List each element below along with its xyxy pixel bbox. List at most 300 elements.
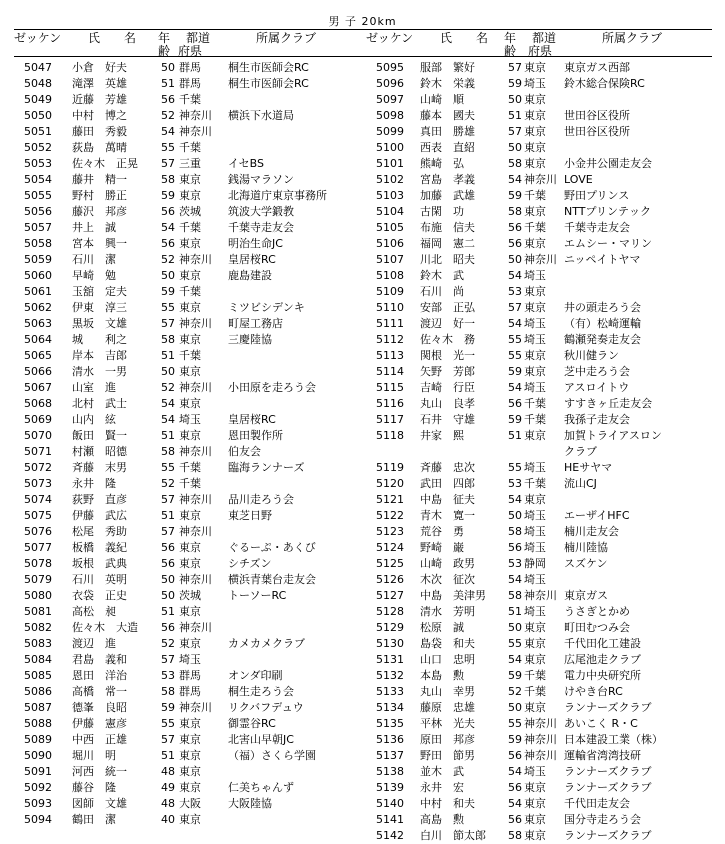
runner-age: 58 [161,333,175,346]
runner-prefecture: 千葉 [524,189,546,202]
runner-prefecture: 東京 [524,701,546,714]
runner-club: リクバフデュウ [228,701,304,714]
table-row [0,220,355,236]
runner-age: 59 [161,701,175,714]
bib-number: 5136 [376,733,404,746]
table-row [352,732,707,748]
runner-name: 中島 美津男 [420,589,486,602]
runner-club: 秋川健ラン [564,349,619,362]
runner-age: 52 [161,381,175,394]
bib-number: 5130 [376,637,404,650]
runner-name: 安部 正弘 [420,301,475,314]
bib-number: 5090 [24,749,52,762]
runner-age: 50 [161,61,175,74]
bib-number: 5089 [24,733,52,746]
runner-name: 高松 昶 [72,605,116,618]
table-row [0,268,355,284]
runner-age: 40 [161,813,175,826]
bib-number: 5065 [24,349,52,362]
runner-age: 54 [508,493,522,506]
runner-name: 松尾 秀助 [72,525,127,538]
runner-age: 53 [508,477,522,490]
runner-age: 58 [161,445,175,458]
table-row [0,156,355,172]
right-column [352,60,707,844]
table-row [0,716,355,732]
runner-club: 筑波大学鍛教 [228,205,294,218]
runner-name: 河西 統一 [72,765,127,778]
bib-number: 5134 [376,701,404,714]
runner-age: 50 [508,93,522,106]
runner-club: イセBS [228,157,265,170]
header-pref-right-1: 都道 [532,31,557,45]
bib-number: 5122 [376,509,404,522]
table-row [0,124,355,140]
table-row [0,348,355,364]
runner-age: 57 [161,493,175,506]
runner-age: 56 [161,557,175,570]
runner-club: けやき台RC [564,685,623,698]
bib-number: 5088 [24,717,52,730]
runner-club: 御霊谷RC [228,717,276,730]
header-name: 氏 名 [88,31,137,45]
header-age-1: 年 [158,31,171,45]
table-row [352,636,707,652]
runner-club: 鹿島建設 [228,269,272,282]
runner-prefecture: 東京 [524,781,546,794]
bib-number: 5058 [24,237,52,250]
runner-prefecture: 千葉 [524,413,546,426]
bib-number: 5047 [24,61,52,74]
table-row [352,524,707,540]
runner-prefecture: 東京 [179,541,201,554]
bib-number: 5076 [24,525,52,538]
runner-club: 電力中央研究所 [564,669,641,682]
runner-name: 板橋 義紀 [72,541,127,554]
table-row [0,396,355,412]
runner-club: 楠川陸協 [564,541,608,554]
runner-prefecture: 東京 [524,621,546,634]
table-row [352,220,707,236]
runner-name: 西表 直紹 [420,141,475,154]
runner-age: 52 [508,685,522,698]
runner-club: 運輸省湾湾技研 [564,749,641,762]
runner-club: 町田むつみ会 [564,621,630,634]
runner-club: 加賀トライアスロン [564,429,662,442]
runner-prefecture: 千葉 [524,669,546,682]
runner-club: 桐生市医師会RC [228,77,309,90]
runner-name: 山室 進 [72,381,116,394]
runner-name: 川北 昭夫 [420,253,475,266]
runner-club: ニッペイトヤマ [564,253,641,266]
runner-prefecture: 神奈川 [179,109,212,122]
bib-number: 5071 [24,445,52,458]
bib-number: 5128 [376,605,404,618]
table-row [352,556,707,572]
bib-number: 5111 [376,317,404,330]
runner-club: 我孫子走友会 [564,413,630,426]
runner-prefecture: 静岡 [524,557,546,570]
runner-name: 山口 忠明 [420,653,475,666]
runner-age: 54 [508,573,522,586]
table-row [0,188,355,204]
runner-age: 59 [508,669,522,682]
runner-name: 衣袋 正史 [72,589,127,602]
table-row [0,172,355,188]
runner-club: トーソーRC [228,589,287,602]
bib-number: 5141 [376,813,404,826]
bib-number: 5116 [376,397,404,410]
runner-club: すすきヶ丘走友会 [564,397,653,410]
bib-number: 5133 [376,685,404,698]
runner-name: 矢野 芳郎 [420,365,475,378]
runner-prefecture: 埼玉 [524,333,546,346]
runner-prefecture: 東京 [524,429,546,442]
runner-age: 56 [508,749,522,762]
runner-club: あいこく R・C [564,717,638,730]
runner-age: 50 [508,701,522,714]
runner-name: 滝澤 英雄 [72,77,127,90]
runner-prefecture: 東京 [179,269,201,282]
runner-name: 清水 一男 [72,365,127,378]
runner-age: 56 [508,541,522,554]
table-row [352,572,707,588]
runner-prefecture: 埼玉 [524,525,546,538]
header-club: 所属クラブ [256,31,317,45]
table-row [352,204,707,220]
header-age-2: 齢 [158,44,171,58]
runner-age: 54 [508,173,522,186]
runner-prefecture: 東京 [524,285,546,298]
runner-prefecture: 埼玉 [524,317,546,330]
runner-prefecture: 東京 [179,813,201,826]
runner-name: 図師 文雄 [72,797,127,810]
runner-prefecture: 東京 [524,813,546,826]
runner-club: HEサヤマ [564,461,613,474]
runner-age: 59 [508,733,522,746]
table-row [0,332,355,348]
runner-age: 50 [508,141,522,154]
runner-club: （福）さくら学園 [228,749,316,762]
runner-age: 54 [508,765,522,778]
runner-club: 千葉寺走友会 [228,221,294,234]
table-row [0,604,355,620]
runner-age: 54 [161,221,175,234]
runner-name: 藤原 忠雄 [420,701,475,714]
runner-club: ランナーズクラブ [564,701,652,714]
runner-age: 55 [508,349,522,362]
runner-age: 56 [161,93,175,106]
header-age-right-2: 齢 [504,44,517,58]
runner-prefecture: 埼玉 [524,77,546,90]
runner-name: 中村 博之 [72,109,127,122]
runner-prefecture: 神奈川 [179,317,212,330]
runner-name: 島袋 和夫 [420,637,475,650]
runner-age: 56 [161,621,175,634]
bib-number: 5092 [24,781,52,794]
header-name-right: 氏 名 [440,31,489,45]
runner-name: 德峯 良昭 [72,701,127,714]
bib-number: 5117 [376,413,404,426]
runner-prefecture: 埼玉 [179,653,201,666]
runner-club: 桐生走ろう会 [228,685,294,698]
runner-name: 堀川 明 [72,749,116,762]
table-row [352,284,707,300]
table-row [352,268,707,284]
table-row [0,428,355,444]
runner-prefecture: 東京 [179,765,201,778]
runner-age: 59 [508,77,522,90]
runner-club: 世田谷区役所 [564,109,630,122]
runner-club: 品川走ろう会 [228,493,294,506]
runner-name: 荻島 萬晴 [72,141,127,154]
bib-number: 5120 [376,477,404,490]
runner-prefecture: 東京 [179,733,201,746]
runner-prefecture: 東京 [524,157,546,170]
table-row [352,700,707,716]
runner-age: 54 [161,413,175,426]
runner-name: 伊藤 武広 [72,509,127,522]
runner-name: 野村 勝正 [72,189,127,202]
runner-age: 55 [161,301,175,314]
table-row [0,588,355,604]
table-row [0,780,355,796]
runner-age: 55 [508,461,522,474]
runner-club: ランナーズクラブ [564,765,652,778]
runner-club: 銭湯マラソン [228,173,294,186]
runner-prefecture: 東京 [179,429,201,442]
bib-number: 5049 [24,93,52,106]
table-row [352,316,707,332]
runner-prefecture: 東京 [179,237,201,250]
bib-number: 5059 [24,253,52,266]
runner-name: 青木 寛一 [420,509,475,522]
runner-prefecture: 埼玉 [524,461,546,474]
runner-club: 東芝日野 [228,509,272,522]
runner-club: 北海道庁東京事務所 [228,189,327,202]
table-row [352,156,707,172]
runner-name: 渡辺 進 [72,637,116,650]
runner-name: 高橋 常一 [72,685,127,698]
runner-prefecture: 群馬 [179,669,201,682]
runner-age: 58 [508,157,522,170]
bib-number: 5067 [24,381,52,394]
runner-prefecture: 神奈川 [179,493,212,506]
bib-number: 5086 [24,685,52,698]
table-row [0,60,355,76]
table-row [352,332,707,348]
runner-prefecture: 東京 [179,333,201,346]
runner-age: 48 [161,765,175,778]
runner-name: 宮島 孝義 [420,173,475,186]
bib-number: 5080 [24,589,52,602]
bib-number: 5066 [24,365,52,378]
bib-number: 5087 [24,701,52,714]
bib-number: 5078 [24,557,52,570]
bib-number: 5094 [24,813,52,826]
runner-name: 原田 邦彦 [420,733,475,746]
runner-club: 東京ガス西部 [564,61,630,74]
table-row [0,636,355,652]
bib-number: 5054 [24,173,52,186]
bib-number: 5063 [24,317,52,330]
table-row [0,540,355,556]
runner-prefecture: 神奈川 [524,717,557,730]
table-row [352,300,707,316]
runner-club: 横浜下水道局 [228,109,294,122]
table-row [0,668,355,684]
runner-prefecture: 東京 [179,605,201,618]
table-row [352,492,707,508]
runner-club: （有）松崎運輸 [564,317,641,330]
header-no: ゼッケン [14,31,62,45]
table-row [0,412,355,428]
runner-name: 早崎 勉 [72,269,116,282]
runner-name: 石川 英明 [72,573,127,586]
runner-club: アスロイトウ [564,381,630,394]
runner-name: 玉舘 定夫 [72,285,127,298]
runner-club: ミツビシデンキ [228,301,305,314]
runner-age: 51 [508,109,522,122]
runner-age: 57 [161,525,175,538]
runner-age: 58 [508,525,522,538]
runner-name: 永井 隆 [72,477,116,490]
runner-age: 50 [508,253,522,266]
bib-number: 5061 [24,285,52,298]
runner-prefecture: 東京 [524,237,546,250]
runner-name: 清水 芳明 [420,605,475,618]
runner-name: 斉藤 末男 [72,461,127,474]
bib-number: 5091 [24,765,52,778]
runner-age: 51 [161,749,175,762]
runner-prefecture: 東京 [524,61,546,74]
table-row [0,748,355,764]
runner-name: 黒坂 文雄 [72,317,127,330]
runner-name: 吉崎 行臣 [420,381,475,394]
bib-number: 5070 [24,429,52,442]
runner-age: 58 [161,173,175,186]
bib-number: 5132 [376,669,404,682]
runner-club: 野田プリンス [564,189,630,202]
bib-number: 5123 [376,525,404,538]
runner-name: 鈴木 武 [420,269,464,282]
runner-prefecture: 神奈川 [179,525,212,538]
runner-name: 野田 節男 [420,749,475,762]
runner-name: 荻野 直彦 [72,493,127,506]
runner-prefecture: 東京 [179,173,201,186]
runner-prefecture: 埼玉 [524,605,546,618]
bib-number: 5084 [24,653,52,666]
runner-name: 藤田 秀毅 [72,125,127,138]
runner-name: 斉藤 忠次 [420,461,475,474]
runner-club: LOVE [564,173,593,186]
runner-club: 井の頭走ろう会 [564,301,641,314]
table-row [0,492,355,508]
runner-prefecture: 東京 [524,797,546,810]
runner-club: スズケン [564,557,608,570]
runner-name: 丸山 幸男 [420,685,475,698]
runner-prefecture: 神奈川 [524,173,557,186]
table-row [352,380,707,396]
bib-number: 5069 [24,413,52,426]
bib-number: 5057 [24,221,52,234]
bib-number: 5108 [376,269,404,282]
runner-name: 永井 宏 [420,781,464,794]
runner-age: 59 [161,189,175,202]
table-row [352,684,707,700]
runner-age: 52 [161,477,175,490]
table-row [352,812,707,828]
runner-age: 53 [508,285,522,298]
bib-number: 5074 [24,493,52,506]
bib-number: 5075 [24,509,52,522]
runner-age: 50 [508,621,522,634]
runner-name: 佐々木 大造 [72,621,138,634]
runner-club: うさぎとかめ [564,605,630,618]
bib-number: 5060 [24,269,52,282]
bib-number: 5101 [376,157,404,170]
bib-number: 5106 [376,237,404,250]
runner-club: ランナーズクラブ [564,781,652,794]
runner-prefecture: 大阪 [179,797,201,810]
table-row [0,204,355,220]
runner-name: 本島 勲 [420,669,464,682]
runner-name: 藤沢 邦彦 [72,205,127,218]
runner-name: 恩田 洋治 [72,669,127,682]
table-row [352,92,707,108]
runner-name: 平林 光夫 [420,717,475,730]
bib-number: 5118 [376,429,404,442]
runner-club: 伯友会 [228,445,261,458]
runner-name: 石川 潔 [72,253,116,266]
bib-number: 5113 [376,349,404,362]
runner-age: 49 [161,781,175,794]
bib-number: 5097 [376,93,404,106]
bib-number: 5079 [24,573,52,586]
runner-prefecture: 千葉 [524,221,546,234]
runner-age: 51 [508,429,522,442]
runner-prefecture: 千葉 [179,349,201,362]
bib-number: 5053 [24,157,52,170]
runner-prefecture: 東京 [524,301,546,314]
runner-age: 48 [161,797,175,810]
runner-age: 51 [161,605,175,618]
bib-number: 5142 [376,829,404,842]
bib-number: 5127 [376,589,404,602]
runner-age: 51 [508,605,522,618]
runner-age: 51 [161,429,175,442]
runner-prefecture: 東京 [524,109,546,122]
runner-name: 藤本 國夫 [420,109,475,122]
runner-age: 55 [161,461,175,474]
runner-prefecture: 群馬 [179,685,201,698]
table-row [0,700,355,716]
runner-prefecture: 東京 [524,125,546,138]
runner-name: 小倉 好夫 [72,61,127,74]
runner-club: ぐるーぷ・あくび [228,541,316,554]
runner-club: 恩田製作所 [228,429,283,442]
runner-name: 鶴田 潔 [72,813,116,826]
runner-prefecture: 東京 [524,829,546,842]
runner-club: 千葉寺走友会 [564,221,630,234]
runner-prefecture: 神奈川 [524,733,557,746]
runner-name: 木次 征次 [420,573,475,586]
bib-number: 5112 [376,333,404,346]
page-title: 男 子 20km [328,15,397,28]
table-row [0,284,355,300]
table-row [0,380,355,396]
header-top-rule [14,29,712,30]
